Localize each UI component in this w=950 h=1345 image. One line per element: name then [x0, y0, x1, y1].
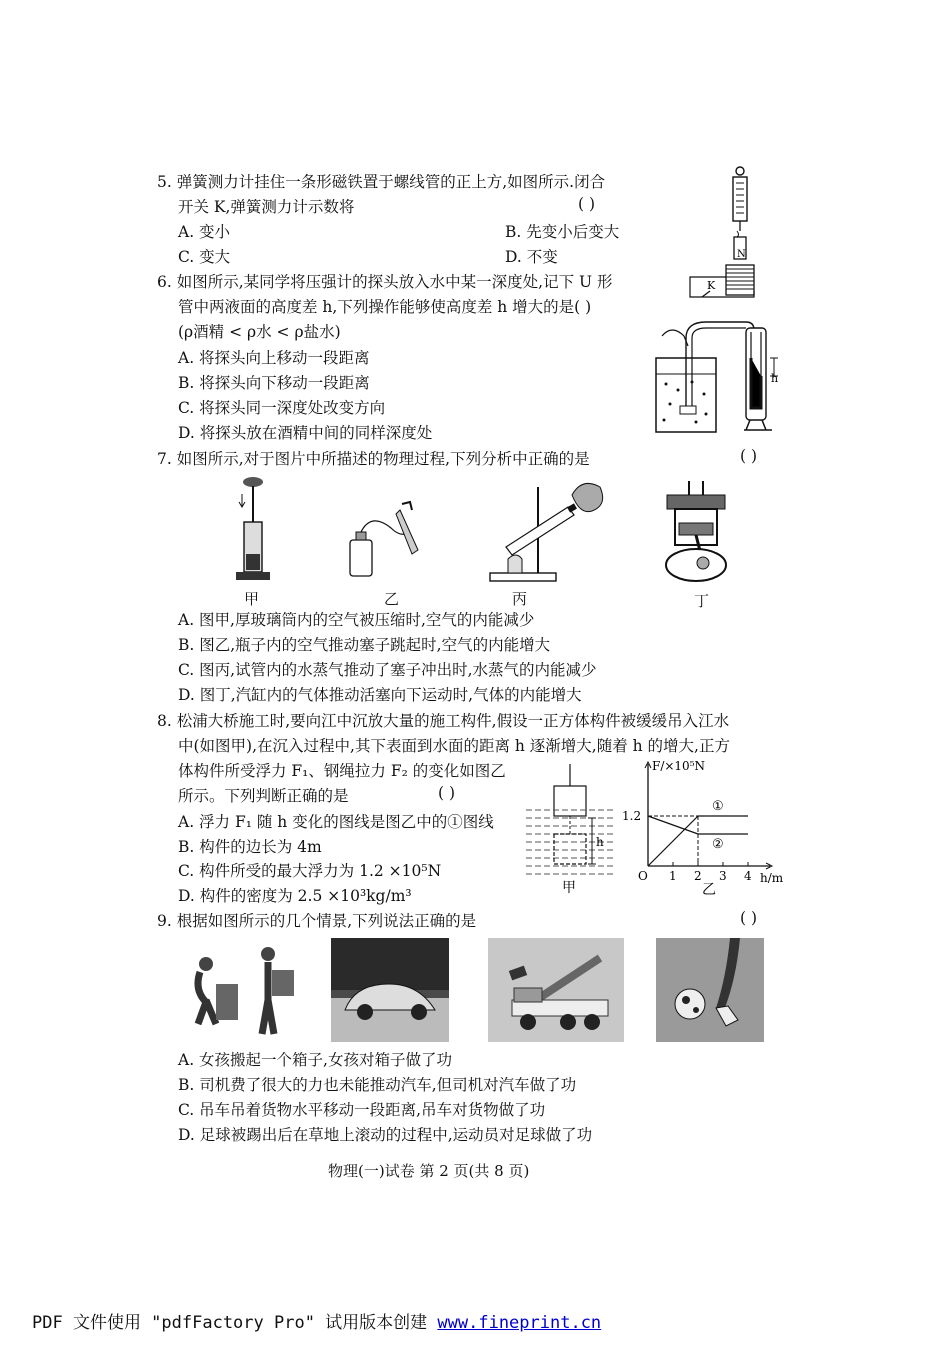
- q8-chart-line-2: [648, 816, 698, 866]
- q8-chart-x-tick-label: 2: [694, 869, 702, 883]
- q5-stem-line2: 开关 K,弹簧测力计示数将: [178, 198, 355, 216]
- q9-picture-crane-truck: [488, 938, 624, 1042]
- q8-fig-yi-caption: 乙: [702, 882, 716, 898]
- q7-fig-yi-bottle: [342, 500, 432, 580]
- q9-option-d: D. 足球被踢出后在草地上滚动的过程中,运动员对足球做了功: [178, 1126, 593, 1144]
- q8-option-b: B. 构件的边长为 4m: [178, 838, 322, 856]
- q8-answer-paren: ( ): [438, 784, 456, 802]
- q8-chart-x-tick-label: 4: [744, 869, 752, 883]
- q9-option-c: C. 吊车吊着货物水平移动一段距离,吊车对货物做了功: [178, 1101, 546, 1119]
- q7-caption-bing: 丙: [512, 590, 528, 608]
- q6-option-c: C. 将探头同一深度处改变方向: [178, 399, 386, 417]
- q8-chart-y-tick: 1.2: [622, 809, 642, 823]
- q6-stem-line2: 管中两液面的高度差 h,下列操作能够使高度差 h 增大的是( ): [178, 298, 592, 316]
- q9-option-a: A. 女孩搬起一个箱子,女孩对箱子做了功: [178, 1051, 452, 1069]
- q8-fig-jia-caption: 甲: [562, 880, 576, 896]
- q9-option-b: B. 司机费了很大的力也未能推动汽车,但司机对汽车做了功: [178, 1076, 577, 1094]
- q8-chart-x-tick-label: 1: [669, 869, 677, 883]
- q6-stem-line1: 6. 如图所示,某同学将压强计的探头放入水中某一深度处,记下 U 形: [157, 273, 613, 291]
- q7-fig-jia-compression-tube: [228, 474, 278, 586]
- q5-answer-paren: ( ): [578, 195, 596, 213]
- q8-chart-line-1: [648, 816, 698, 834]
- q8-stem-line2: 中(如图甲),在沉入过程中,其下表面到水面的距离 h 逐渐增大,随着 h 的增大,正方: [178, 737, 730, 755]
- q8-chart-x-tick-label: 3: [719, 869, 727, 883]
- q8-fig-jia-h-label: h: [596, 835, 604, 849]
- q7-option-a: A. 图甲,厚玻璃筒内的空气被压缩时,空气的内能减少: [178, 611, 535, 629]
- q5-magnet-n-label: N: [737, 249, 746, 260]
- q8-stem-line3: 体构件所受浮力 F₁、钢绳拉力 F₂ 的变化如图乙: [178, 762, 506, 780]
- q8-fig-yi-force-chart: [620, 758, 790, 896]
- q7-option-c: C. 图丙,试管内的水蒸气推动了塞子冲出时,水蒸气的内能减少: [178, 661, 597, 679]
- q7-fig-ding-engine-cylinder: [657, 477, 735, 585]
- q7-caption-jia: 甲: [244, 590, 260, 608]
- q6-height-h-label: h: [771, 372, 779, 385]
- q8-chart-origin: O: [638, 869, 648, 883]
- pdf-notice-link[interactable]: www.fineprint.cn: [437, 1313, 602, 1333]
- q5-switch-k-label: K: [707, 279, 716, 292]
- q5-option-d: D. 不变: [505, 248, 558, 266]
- q8-chart-label-2: ②: [712, 837, 724, 852]
- q5-option-c: C. 变大: [178, 248, 231, 266]
- q6-option-d: D. 将探头放在酒精中间的同样深度处: [178, 424, 433, 442]
- q8-option-c: C. 构件所受的最大浮力为 1.2 ×10⁵N: [178, 862, 442, 880]
- q7-fig-bing-test-tube: [486, 475, 606, 585]
- q8-chart-label-1: ①: [712, 799, 724, 814]
- q5-option-b: B. 先变小后变大: [505, 223, 620, 241]
- q6-density-note: (ρ酒精 < ρ水 < ρ盐水): [178, 323, 341, 341]
- q7-caption-yi: 乙: [384, 590, 400, 608]
- q8-stem-line4: 所示。下列判断正确的是: [178, 787, 349, 805]
- q8-chart-y-axis-label: F/×10⁵N: [652, 759, 706, 773]
- q5-option-a: A. 变小: [178, 223, 231, 241]
- pdf-notice: [32, 1308, 601, 1333]
- q9-stem: 9. 根据如图所示的几个情景,下列说法正确的是: [157, 912, 477, 930]
- q8-option-d: D. 构件的密度为 2.5 ×10³kg/m³: [178, 887, 412, 905]
- page-footer: 物理(一)试卷 第 2 页(共 8 页): [328, 1162, 530, 1180]
- q7-answer-paren: ( ): [740, 447, 758, 465]
- q9-picture-man-pushing-car: [331, 938, 449, 1042]
- q7-caption-ding: 丁: [694, 592, 710, 610]
- q6-pressure-gauge-figure: [652, 318, 792, 438]
- q8-option-a: A. 浮力 F₁ 随 h 变化的图线是图乙中的①图线: [178, 813, 494, 831]
- pdf-notice-text: PDF 文件使用 "pdfFactory Pro" 试用版本创建: [32, 1313, 438, 1333]
- q6-option-b: B. 将探头向下移动一段距离: [178, 374, 370, 392]
- q8-stem-line1: 8. 松浦大桥施工时,要向江中沉放大量的施工构件,假设一正方体构件被缓缓吊入江水: [157, 712, 730, 730]
- q6-option-a: A. 将探头向上移动一段距离: [178, 349, 370, 367]
- q5-solenoid-figure: [680, 165, 770, 305]
- q8-chart-x-axis-label: h/m: [760, 871, 784, 885]
- q5-stem-line1: 5. 弹簧测力计挂住一条形磁铁置于螺线管的正上方,如图所示.闭合: [157, 173, 606, 191]
- q9-answer-paren: ( ): [740, 909, 758, 927]
- q7-option-b: B. 图乙,瓶子内的空气推动塞子跳起时,空气的内能增大: [178, 636, 551, 654]
- q8-fig-jia-cube-in-water: [520, 762, 620, 898]
- q7-stem: 7. 如图所示,对于图片中所描述的物理过程,下列分析中正确的是: [157, 450, 590, 468]
- q7-option-d: D. 图丁,汽缸内的气体推动活塞向下运动时,气体的内能增大: [178, 686, 582, 704]
- q9-picture-football-kick: [656, 938, 764, 1042]
- q9-picture-girl-lifting-box: [180, 944, 300, 1040]
